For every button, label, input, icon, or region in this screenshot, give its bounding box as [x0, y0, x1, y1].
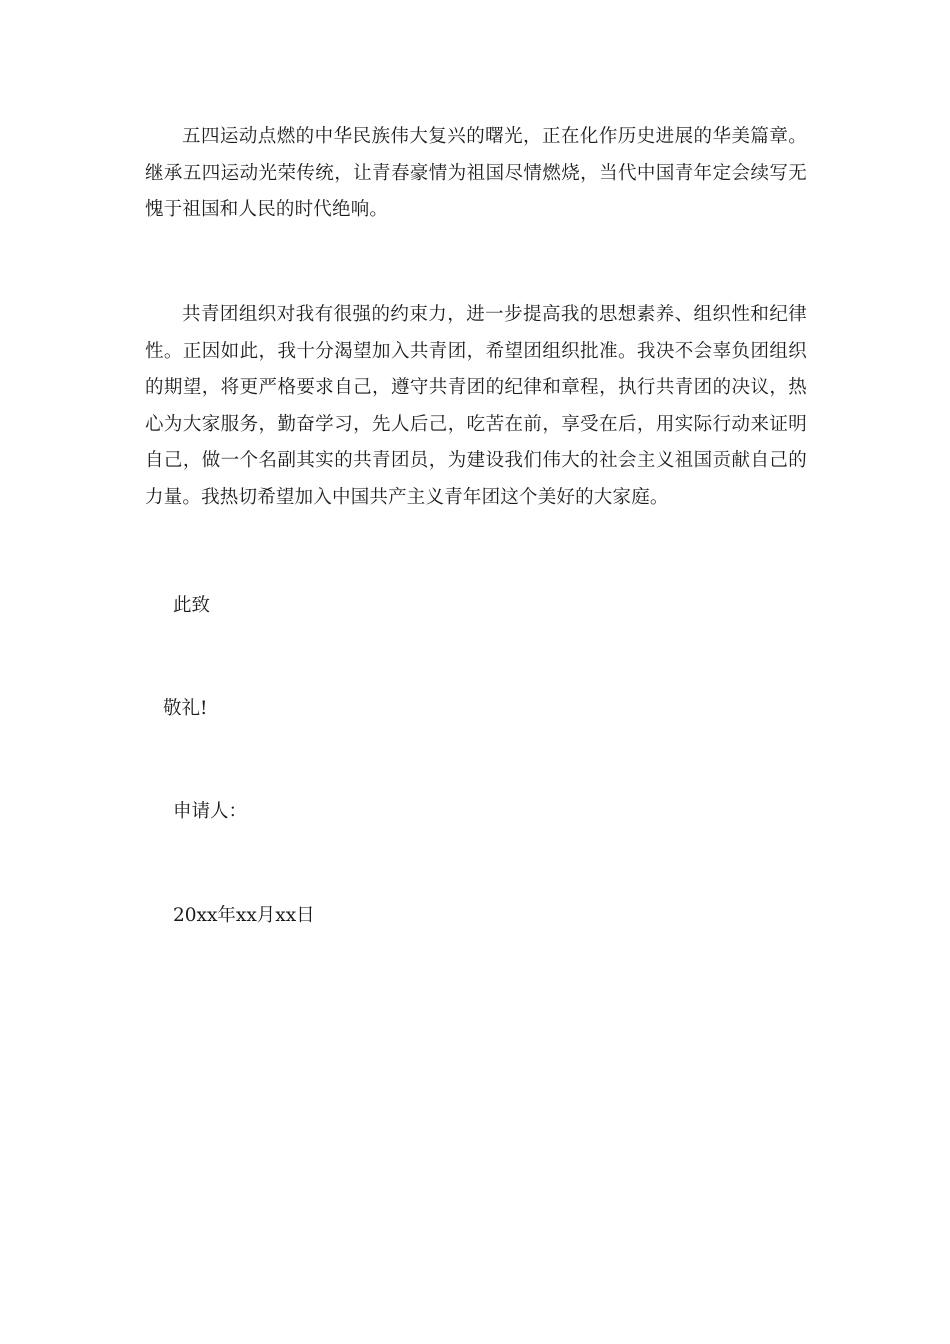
- body-paragraph-1: 五四运动点燃的中华民族伟大复兴的曙光，正在化作历史进展的华美篇章。继承五四运动光荣传统，让青春豪情为祖国尽情燃烧，当代中国青年定会续写无愧于祖国和人民的时代绝响。: [145, 126, 807, 220]
- applicant-label: 申请人：: [173, 801, 248, 822]
- closing-respect: 敬礼!: [163, 698, 208, 719]
- closing-salutation: 此致: [173, 595, 211, 616]
- date-line: 20xx年xx月xx日: [173, 905, 315, 926]
- body-paragraph-2: 共青团组织对我有很强的约束力，进一步提高我的思想素养、组织性和纪律性。正因如此，我十分渴望加入共青团，希望团组织批准。我决不会辜负团组织的期望，将更严格要求自己，遵守共青团的纪律和章程，执行共青团的决议，热心为大家服务，勤奋学习，先人后己，吃苦在前，享受在后，用实际行动来证明自己，做一个名副其实的共青团员，为建设我们伟大的社会主义祖国贡献自己的力量。我热切希望加入中国共产主义青年团这个美好的大家庭。: [145, 304, 807, 508]
